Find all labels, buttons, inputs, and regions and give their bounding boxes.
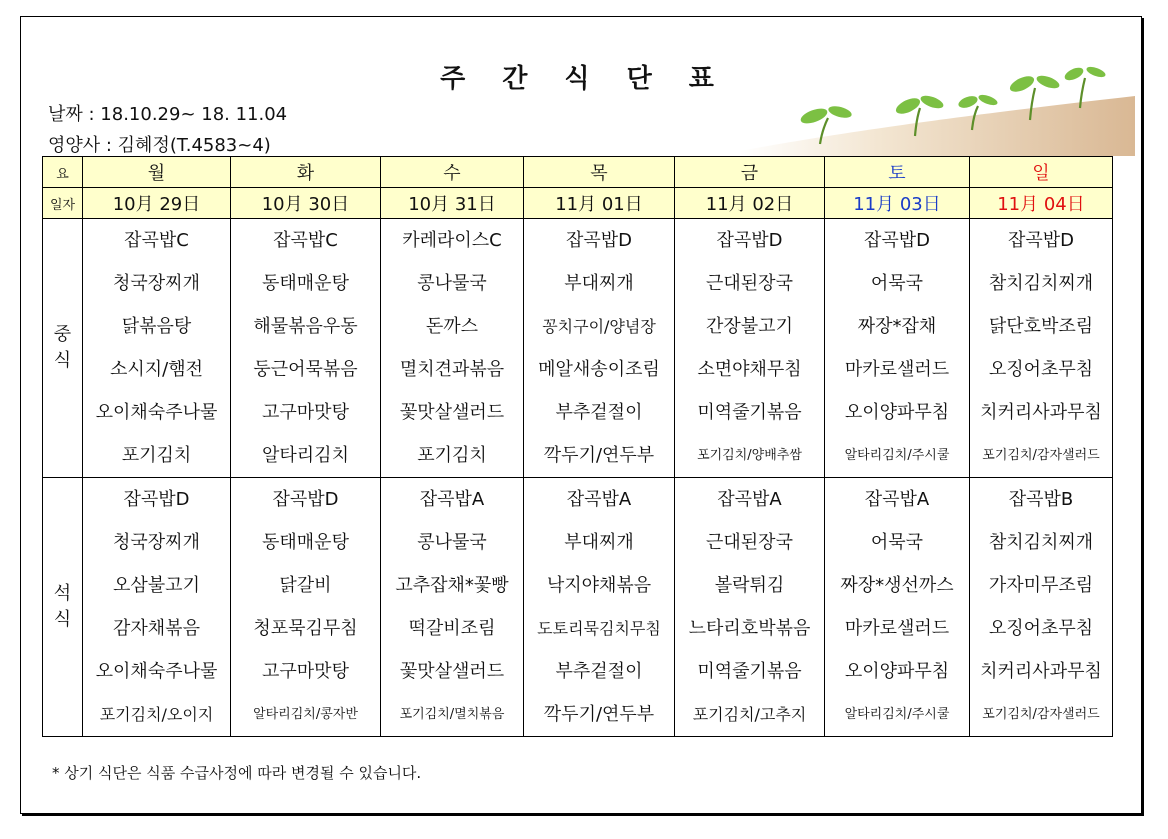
menu-item: 닭갈비 — [279, 575, 332, 596]
menu-item: 치커리사과무침 — [980, 661, 1102, 682]
menu-item: 청포묵김무침 — [253, 618, 358, 639]
menu-item: 잡곡밥C — [124, 230, 189, 251]
lunch-cell — [83, 219, 231, 478]
menu-item: 어묵국 — [870, 273, 924, 294]
menu-item: 알타리김치/콩자반 — [253, 707, 358, 722]
menu-item: 알타리김치/주시쿨 — [844, 707, 950, 722]
menu-item: 포기김치/고추지 — [692, 705, 807, 724]
lunch-cell — [231, 219, 381, 478]
date-header-row — [43, 188, 1113, 219]
date-fri: 11月 02日 — [675, 188, 825, 219]
menu-item: 알타리김치 — [262, 445, 349, 466]
weekday-header-row — [43, 157, 1113, 188]
menu-item: 포기김치/멸치볶음 — [399, 707, 505, 722]
menu-item: 청국장찌개 — [113, 532, 200, 553]
date-mon: 10月 29日 — [83, 188, 231, 219]
menu-item: 부대찌개 — [564, 532, 634, 553]
menu-item: 오이채숙주나물 — [95, 402, 218, 423]
menu-item: 잡곡밥D — [716, 230, 783, 251]
menu-item: 근대된장국 — [706, 273, 793, 294]
menu-item: 꽁치구이/양념장 — [542, 317, 656, 336]
dinner-row — [43, 478, 1113, 737]
dinner-cell — [970, 478, 1113, 737]
lunch-cell — [524, 219, 675, 478]
menu-item: 소시지/햄전 — [109, 359, 203, 380]
menu-item: 포기김치/감자샐러드 — [982, 448, 1100, 463]
menu-item: 치커리사과무침 — [980, 402, 1102, 423]
menu-item: 오징어초무침 — [988, 359, 1094, 380]
menu-item: 오삼불고기 — [113, 575, 200, 596]
menu-item: 포기김치 — [121, 445, 192, 466]
weekday-wed: 수 — [381, 157, 524, 188]
menu-item: 깍두기/연두부 — [543, 704, 655, 725]
menu-item: 잡곡밥D — [1007, 230, 1075, 251]
footnote: * 상기 식단은 식품 수급사정에 따라 변경될 수 있습니다. — [52, 764, 422, 782]
menu-item: 가자미무조림 — [988, 575, 1094, 596]
dinner-cell — [524, 478, 675, 737]
menu-item: 오이양파무침 — [844, 661, 950, 682]
menu-item: 참치김치찌개 — [988, 273, 1094, 294]
lunch-cell — [970, 219, 1113, 478]
menu-item: 고구마맛탕 — [262, 402, 349, 423]
menu-item: 느타리호박볶음 — [688, 618, 811, 639]
menu-item: 콩나물국 — [417, 532, 487, 553]
menu-item: 미역줄기볶음 — [697, 402, 802, 423]
dinner-cell — [381, 478, 524, 737]
menu-item: 꽃맛살샐러드 — [399, 661, 505, 682]
weekday-label: 요 — [43, 157, 83, 188]
menu-item: 고추잡채*꽃빵 — [395, 575, 509, 596]
menu-item: 근대된장국 — [706, 532, 793, 553]
menu-item: 잡곡밥D — [272, 489, 339, 510]
menu-item: 볼락튀김 — [714, 575, 785, 596]
menu-item: 잡곡밥D — [863, 230, 931, 251]
date-thu: 11月 01日 — [524, 188, 675, 219]
date-sun: 11月 04日 — [970, 188, 1113, 219]
lunch-label-top: 중 — [53, 324, 72, 345]
menu-item: 어묵국 — [870, 532, 924, 553]
weekday-sat: 토 — [825, 157, 970, 188]
menu-item: 오이양파무침 — [844, 402, 950, 423]
menu-item: 잡곡밥D — [565, 230, 633, 251]
dinner-label — [43, 478, 83, 737]
menu-item: 닭볶음탕 — [121, 316, 192, 337]
lunch-cell — [675, 219, 825, 478]
page-title: 주 간 식 단 표 — [440, 64, 728, 94]
menu-item: 해물볶음우동 — [253, 316, 358, 337]
menu-item: 닭단호박조림 — [988, 316, 1094, 337]
lunch-cell — [825, 219, 970, 478]
date-sat: 11月 03日 — [825, 188, 970, 219]
weekday-thu: 목 — [524, 157, 675, 188]
date-tue: 10月 30日 — [231, 188, 381, 219]
menu-item: 콩나물국 — [417, 273, 487, 294]
menu-item: 짜장*잡채 — [857, 316, 937, 337]
menu-item: 멸치견과볶음 — [399, 359, 505, 380]
menu-item: 동태매운탕 — [262, 532, 349, 553]
lunch-cell — [381, 219, 524, 478]
menu-item: 포기김치/감자샐러드 — [982, 707, 1100, 722]
lunch-row — [43, 219, 1113, 478]
date-range: 날짜 : 18.10.29~ 18. 11.04 — [48, 104, 288, 125]
menu-item: 감자채볶음 — [113, 618, 200, 639]
sprout-decoration-image — [740, 56, 1135, 156]
menu-item: 잡곡밥A — [566, 489, 632, 510]
menu-item: 고구마맛탕 — [262, 661, 349, 682]
menu-item: 미역줄기볶음 — [697, 661, 802, 682]
weekday-mon: 월 — [83, 157, 231, 188]
menu-item: 소면야채무침 — [697, 359, 802, 380]
menu-item: 잡곡밥C — [273, 230, 338, 251]
weekly-menu-table — [42, 156, 1113, 737]
menu-item: 낙지야채볶음 — [546, 575, 652, 596]
menu-item: 깍두기/연두부 — [543, 445, 655, 466]
menu-item: 포기김치/양배추쌈 — [697, 448, 802, 463]
weekday-sun: 일 — [970, 157, 1113, 188]
lunch-label-bottom: 식 — [53, 350, 72, 371]
menu-item: 마카로샐러드 — [844, 359, 950, 380]
menu-item: 잡곡밥A — [717, 489, 782, 510]
menu-item: 부대찌개 — [564, 273, 634, 294]
menu-item: 마카로샐러드 — [844, 618, 950, 639]
menu-item: 부추겉절이 — [555, 402, 643, 423]
menu-item: 알타리김치/주시쿨 — [844, 448, 950, 463]
menu-item: 잡곡밥A — [419, 489, 485, 510]
menu-item: 오징어초무침 — [988, 618, 1094, 639]
dinner-cell — [825, 478, 970, 737]
menu-item: 꽃맛살샐러드 — [399, 402, 505, 423]
menu-item: 간장불고기 — [706, 316, 793, 337]
dinner-label-top: 석 — [53, 583, 72, 604]
menu-item: 도토리묵김치무침 — [537, 619, 661, 638]
menu-item: 부추겉절이 — [555, 661, 643, 682]
weekday-tue: 화 — [231, 157, 381, 188]
menu-item: 둥근어묵볶음 — [253, 359, 358, 380]
menu-item: 동태매운탕 — [262, 273, 349, 294]
menu-item: 포기김치 — [417, 445, 487, 466]
menu-item: 포기김치/오이지 — [99, 705, 214, 724]
menu-item: 청국장찌개 — [113, 273, 200, 294]
menu-item: 참치김치찌개 — [988, 532, 1094, 553]
lunch-label — [43, 219, 83, 478]
dinner-cell — [83, 478, 231, 737]
nutritionist-info: 영양사 : 김혜정(T.4583~4) — [48, 135, 271, 156]
date-label: 일자 — [43, 188, 83, 219]
dinner-cell — [675, 478, 825, 737]
menu-item: 카레라이스C — [402, 230, 502, 251]
menu-item: 돈까스 — [425, 316, 479, 337]
menu-item: 메알새송이조림 — [538, 359, 660, 380]
menu-item: 오이채숙주나물 — [95, 661, 218, 682]
menu-item: 잡곡밥B — [1008, 489, 1074, 510]
date-wed: 10月 31日 — [381, 188, 524, 219]
dinner-label-bottom: 식 — [53, 609, 72, 630]
weekday-fri: 금 — [675, 157, 825, 188]
dinner-cell — [231, 478, 381, 737]
menu-item: 잡곡밥D — [123, 489, 190, 510]
menu-item: 잡곡밥A — [864, 489, 930, 510]
menu-item: 짜장*생선까스 — [840, 575, 954, 596]
menu-item: 떡갈비조림 — [408, 618, 496, 639]
